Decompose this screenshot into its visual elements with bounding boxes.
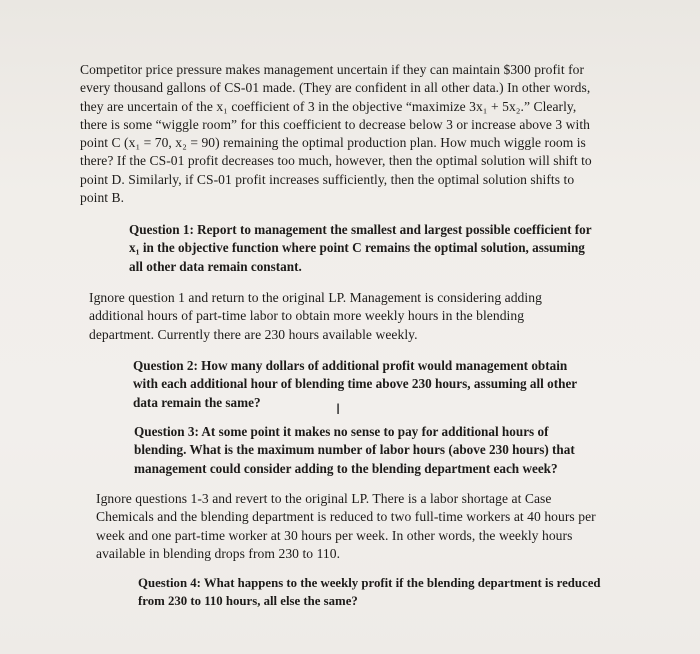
text-cursor-icon: I: [336, 402, 341, 418]
intro-paragraph: Competitor price pressure makes management uncertain if they can maintain $300 profit for every thousand gallons of CS-01 made. (They are confident in all other data.) In other words, they are uncertain of the x₁ coefficient of 3 in the objective “maximize 3x₁ + 5x₂.” Clearly, there is some “wiggle room” for this coefficient to decrease below 3 or increase above 3 with point C (x₁ = 70, x₂ = 90) remaining the optimal production plan. How much wiggle room is there? If the CS-01 profit decreases too much, however, then the optimal solution will shift to point D. Similarly, if CS-01 profit increases sufficiently, then the optimal solution shifts to point B.: [80, 62, 592, 206]
question-3: Question 3: At some point it makes no sense to pay for additional hours of blending. What is the maximum number of labor hours (above 230 hours) that management could consider adding to the blending department each week?: [134, 424, 575, 476]
question-4: Question 4: What happens to the weekly profit if the blending department is reduced from 230 to 110 hours, all else the same?: [138, 576, 601, 609]
question-1: Question 1: Report to management the smallest and largest possible coefficient for x₁ in the objective function where point C remains the optimal solution, assuming all other data remain constant.: [129, 222, 592, 274]
paragraph-blending-hours: Ignore question 1 and return to the original LP. Management is considering adding additional hours of part-time labor to obtain more weekly hours in the blending department. Currently there are 230 hours available weekly.: [89, 290, 542, 342]
question-2: Question 2: How many dollars of additional profit would management obtain with each additional hour of blending time above 230 hours, assuming all other data remain the same?: [133, 358, 577, 410]
paragraph-labor-shortage: Ignore questions 1-3 and revert to the original LP. There is a labor shortage at Case Chemicals and the blending department is reduced to two full-time workers at 40 hours per week and one part-time worker at 30 hours per week. In other words, the weekly hours available in blending drops from 230 to 110.: [96, 491, 596, 561]
